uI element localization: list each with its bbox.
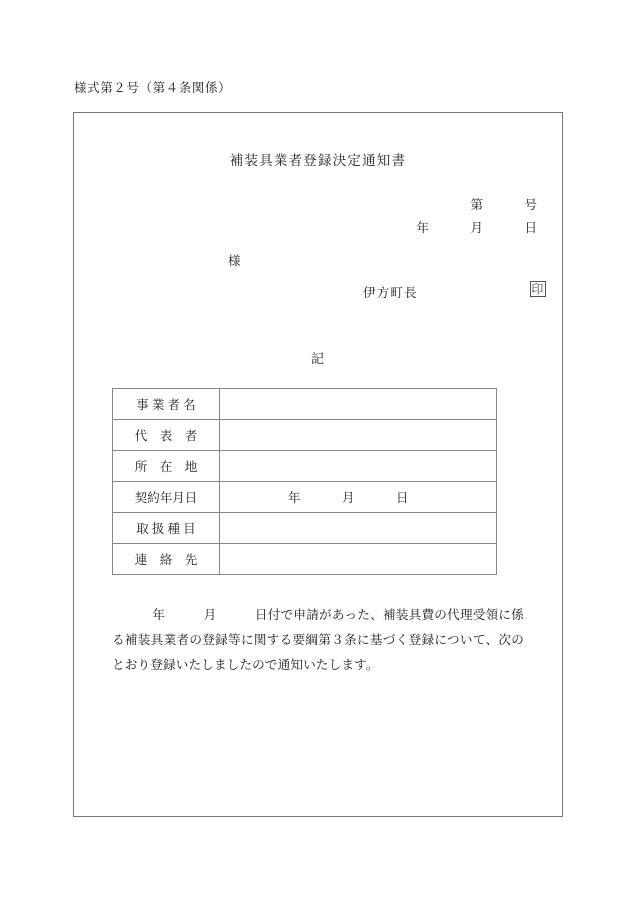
- reference-number: 第 号: [470, 198, 538, 212]
- table-row: [113, 482, 497, 513]
- row-value-address[interactable]: [220, 451, 497, 482]
- row-value-contract-date[interactable]: 年 月 日: [220, 482, 497, 513]
- registration-info-table: [112, 388, 497, 575]
- row-label-handled-items: 取 扱 種 目: [113, 513, 220, 544]
- issuer-row: [363, 283, 546, 305]
- row-value-handled-items[interactable]: [220, 513, 497, 544]
- table-row: [113, 389, 497, 420]
- row-label-contact: 連 絡 先: [113, 544, 220, 575]
- row-label-representative: 代 表 者: [113, 420, 220, 451]
- document-frame: [73, 112, 563, 817]
- row-value-representative[interactable]: [220, 420, 497, 451]
- issue-date: 年 月 日: [416, 221, 538, 235]
- body-paragraph: 年 月 日付で申請があった、補装具費の代理受領に係る補装具業者の登録等に関する要綱第３条に基づく登録について、次のとおり登録いたしましたので通知いたします。: [112, 608, 524, 672]
- issuer-name: 伊方町長: [363, 286, 418, 300]
- form-code-label: 様式第２号（第４条関係）: [74, 81, 232, 95]
- table-row: [113, 451, 497, 482]
- addressee-honorific: 様: [228, 254, 242, 268]
- memo-marker: 記: [310, 351, 325, 366]
- table-row: [113, 544, 497, 575]
- table-row: [113, 420, 497, 451]
- row-value-contact[interactable]: [220, 544, 497, 575]
- row-label-business-name: 事 業 者 名: [113, 389, 220, 420]
- page-title: 補装具業者登録決定通知書: [229, 153, 407, 168]
- row-label-address: 所 在 地: [113, 451, 220, 482]
- table-row: [113, 513, 497, 544]
- row-value-business-name[interactable]: [220, 389, 497, 420]
- seal-stamp-icon: 印: [531, 282, 545, 296]
- row-label-contract-date: 契約年月日: [113, 482, 220, 513]
